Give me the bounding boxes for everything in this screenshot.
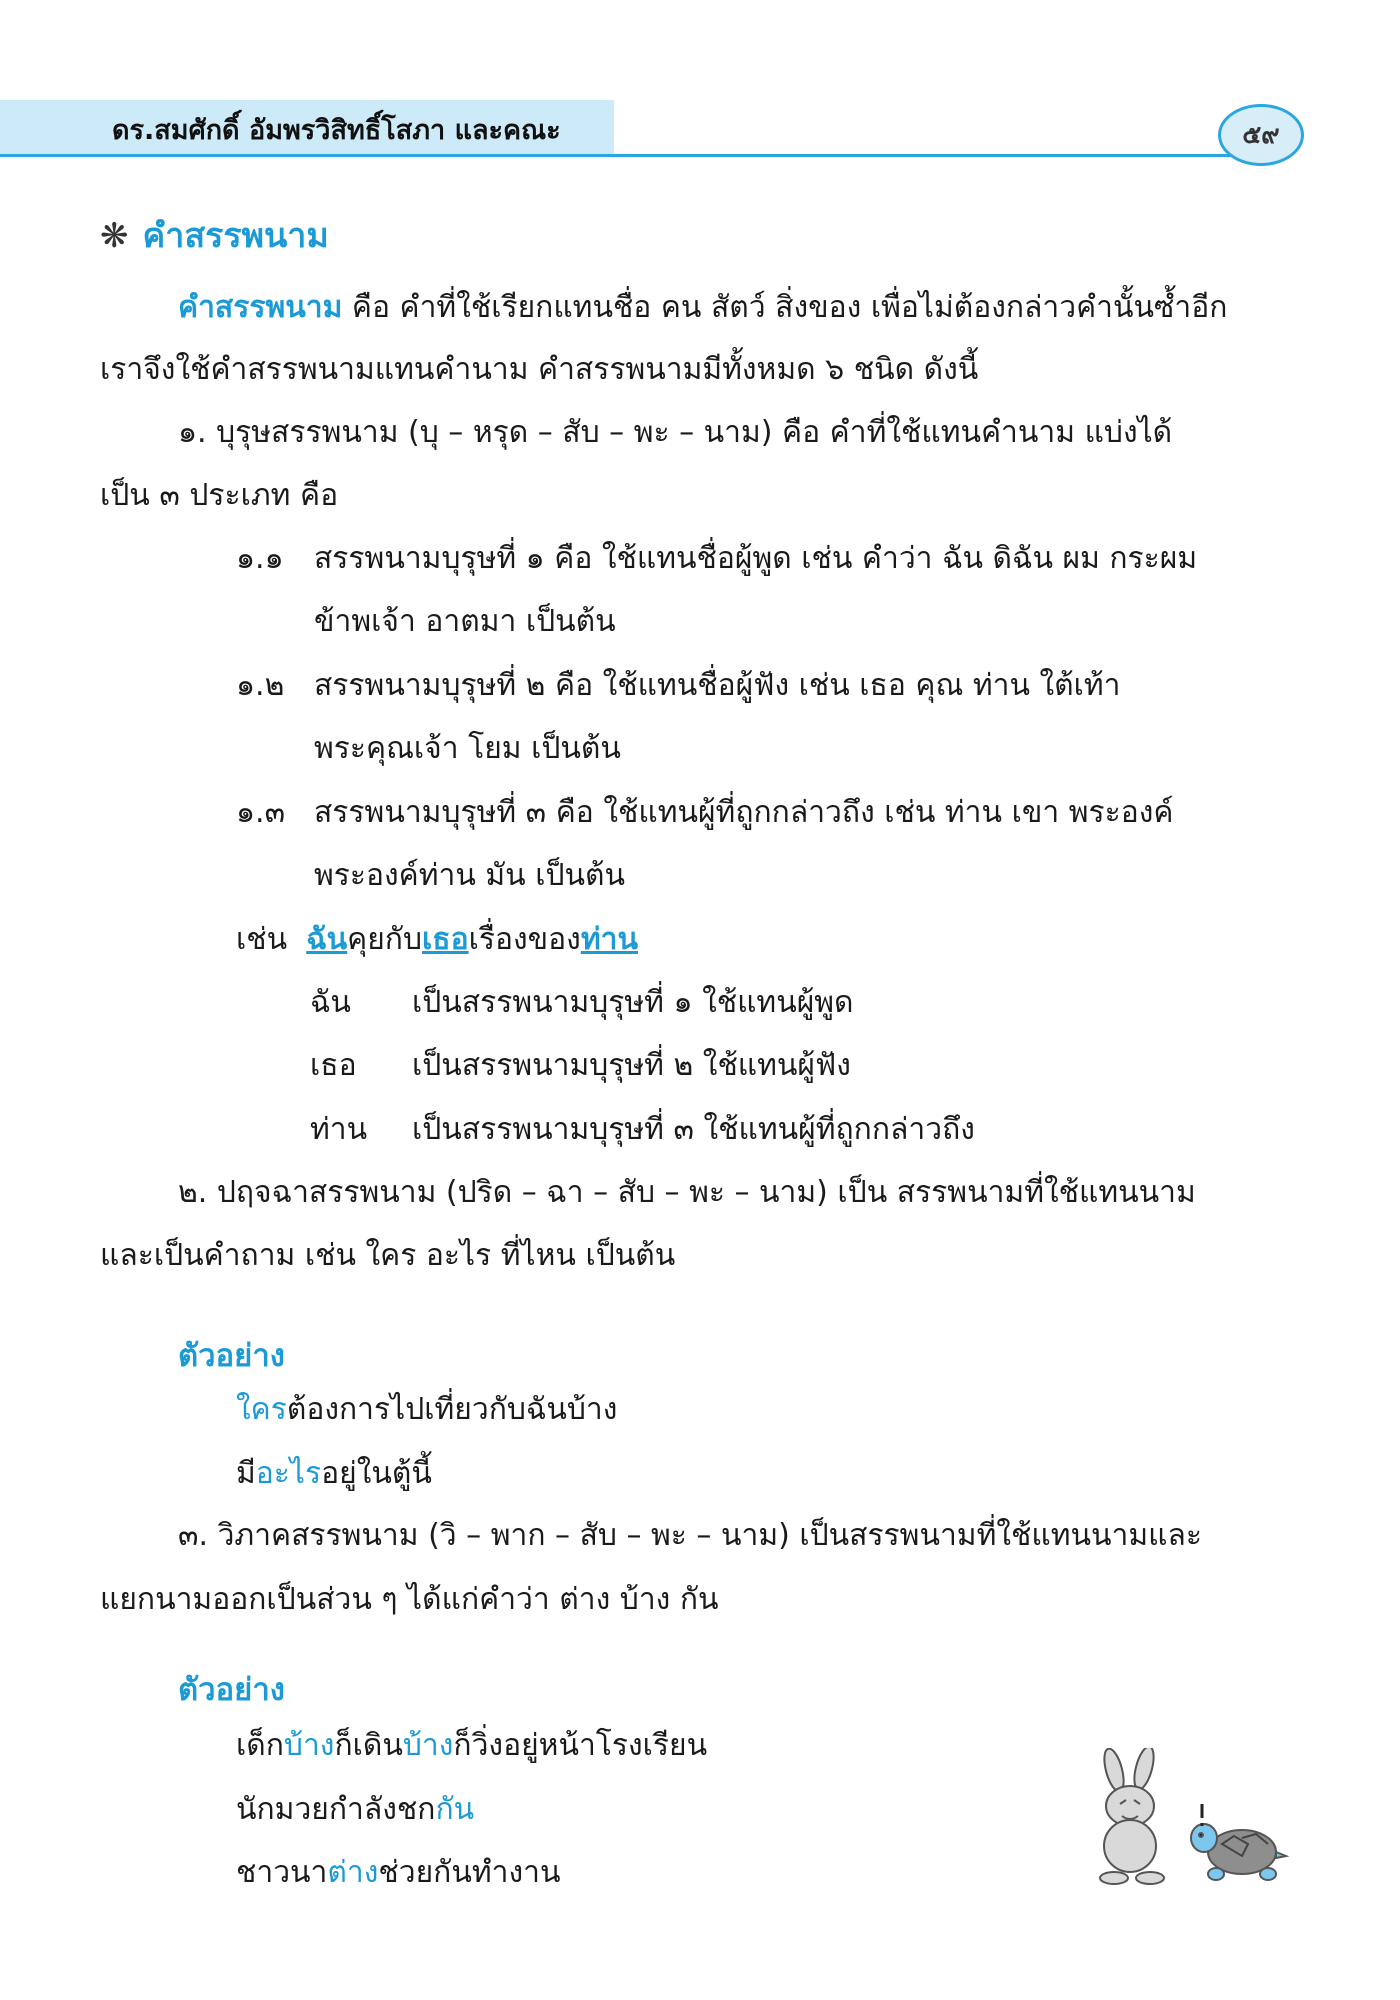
- item3-example-label: ตัวอย่าง: [178, 1672, 285, 1708]
- explain-desc-3: เป็นสรรพนามบุรุษที่ ๓ ใช้แทนผู้ที่ถูกกล่าวถึง: [412, 1112, 975, 1147]
- intro-line-1: [178, 290, 1227, 326]
- item3-ex1-h1: บ้าง: [283, 1728, 335, 1763]
- item3-ex2-h1: กัน: [435, 1792, 475, 1827]
- intro-line-2: เราจึงใช้คำสรรพนามแทนคำนาม คำสรรพนามมีทั้งหมด ๖ ชนิด ดังนี้: [100, 352, 979, 387]
- item3-line-1: ๓. วิภาคสรรพนาม (วิ – พาก – สับ – พะ – นาม) เป็นสรรพนามที่ใช้แทนนามและ: [178, 1518, 1202, 1553]
- item2-ex1-rest: ต้องการไปเที่ยวกับฉันบ้าง: [286, 1392, 618, 1427]
- item3-example-2: [236, 1792, 474, 1828]
- example-text-1: คุยกับ: [347, 922, 423, 957]
- item1-line-2: เป็น ๓ ประเภท คือ: [100, 478, 339, 513]
- item2-example-label: ตัวอย่าง: [178, 1338, 285, 1374]
- turtle-icon: [1191, 1804, 1286, 1880]
- sub-1-3-num: ๑.๓: [236, 795, 286, 830]
- intro-term: คำสรรพนาม: [178, 290, 343, 325]
- item2-ex1-highlight: ใคร: [236, 1392, 287, 1427]
- example-word-3: ท่าน: [580, 922, 638, 957]
- example-prefix: เช่น: [236, 922, 288, 957]
- flower-bullet-icon: ❋: [100, 216, 129, 256]
- item2-line-1: ๒. ปฤจฉาสรรพนาม (ปริด – ฉา – สับ – พะ – นาม) เป็น สรรพนามที่ใช้แทนนาม: [178, 1175, 1196, 1210]
- sub-1-1-line-1: สรรพนามบุรุษที่ ๑ คือ ใช้แทนชื่อผู้พูด เช่น คำว่า ฉัน ดิฉัน ผม กระผม: [314, 541, 1198, 576]
- page-number-badge: ๕๙: [1218, 104, 1304, 166]
- item3-example-3: [236, 1855, 560, 1891]
- example-text-2: เรื่องของ: [468, 922, 581, 957]
- sub-1-2-line-2: พระคุณเจ้า โยม เป็นต้น: [314, 731, 621, 766]
- explain-word-2: เธอ: [310, 1048, 357, 1083]
- explain-word-3: ท่าน: [310, 1112, 368, 1147]
- item2-ex2-highlight: อะไร: [255, 1456, 322, 1491]
- sub-1-2-line-1: สรรพนามบุรุษที่ ๒ คือ ใช้แทนชื่อผู้ฟัง เช่น เธอ คุณ ท่าน ใต้เท้า: [314, 668, 1121, 703]
- item3-ex3-b: ช่วยกันทำงาน: [378, 1855, 561, 1890]
- item3-ex1-b: ก็เดิน: [334, 1728, 403, 1763]
- intro-line-1-rest: คือ คำที่ใช้เรียกแทนชื่อ คน สัตว์ สิ่งของ เพื่อไม่ต้องกล่าวคำนั้นซ้ำอีก: [342, 290, 1228, 325]
- item3-example-1: [236, 1728, 707, 1764]
- header-rule: [0, 154, 1250, 157]
- sub-1-1-num: ๑.๑: [236, 541, 284, 576]
- rabbit-turtle-illustration: [1092, 1748, 1292, 1888]
- item3-ex1-h2: บ้าง: [402, 1728, 454, 1763]
- item2-example-2: [236, 1456, 432, 1492]
- example-word-1: ฉัน: [306, 922, 348, 957]
- sub-1-3-line-1: สรรพนามบุรุษที่ ๓ คือ ใช้แทนผู้ที่ถูกกล่าวถึง เช่น ท่าน เขา พระองค์: [314, 795, 1174, 830]
- explain-desc-1: เป็นสรรพนามบุรุษที่ ๑ ใช้แทนผู้พูด: [412, 985, 854, 1020]
- item3-line-2: แยกนามออกเป็นส่วน ๆ ได้แก่คำว่า ต่าง บ้าง กัน: [100, 1582, 719, 1617]
- header-author: ดร.สมศักดิ์ อัมพรวิสิทธิ์โสภา และคณะ: [112, 115, 561, 146]
- item2-ex2-pre: มี: [236, 1456, 256, 1491]
- item3-ex3-a: ชาวนา: [236, 1855, 328, 1890]
- rabbit-icon: [1100, 1748, 1164, 1884]
- item3-ex2-a: นักมวยกำลังชก: [236, 1792, 436, 1827]
- item3-ex1-a: เด็ก: [236, 1728, 284, 1763]
- item2-example-1: [236, 1392, 617, 1428]
- sub-1-1-line-2: ข้าพเจ้า อาตมา เป็นต้น: [314, 604, 616, 639]
- item2-ex2-rest: อยู่ในตู้นี้: [321, 1456, 432, 1491]
- section-title: [100, 208, 329, 262]
- example-sentence: [236, 922, 638, 958]
- item3-ex3-h1: ต่าง: [327, 1855, 379, 1890]
- sub-1-3-line-2: พระองค์ท่าน มัน เป็นต้น: [314, 858, 626, 893]
- explain-word-1: ฉัน: [310, 985, 351, 1020]
- section-title-text: คำสรรพนาม: [142, 216, 329, 256]
- item2-line-2: และเป็นคำถาม เช่น ใคร อะไร ที่ไหน เป็นต้น: [100, 1238, 676, 1273]
- item1-line-1: ๑. บุรุษสรรพนาม (บุ – หรุด – สับ – พะ – นาม) คือ คำที่ใช้แทนคำนาม แบ่งได้: [178, 415, 1173, 450]
- explain-desc-2: เป็นสรรพนามบุรุษที่ ๒ ใช้แทนผู้ฟัง: [412, 1048, 851, 1083]
- example-word-2: เธอ: [422, 922, 469, 957]
- sub-1-2-num: ๑.๒: [236, 668, 285, 703]
- item3-ex1-c: ก็วิ่งอยู่หน้าโรงเรียน: [453, 1728, 708, 1763]
